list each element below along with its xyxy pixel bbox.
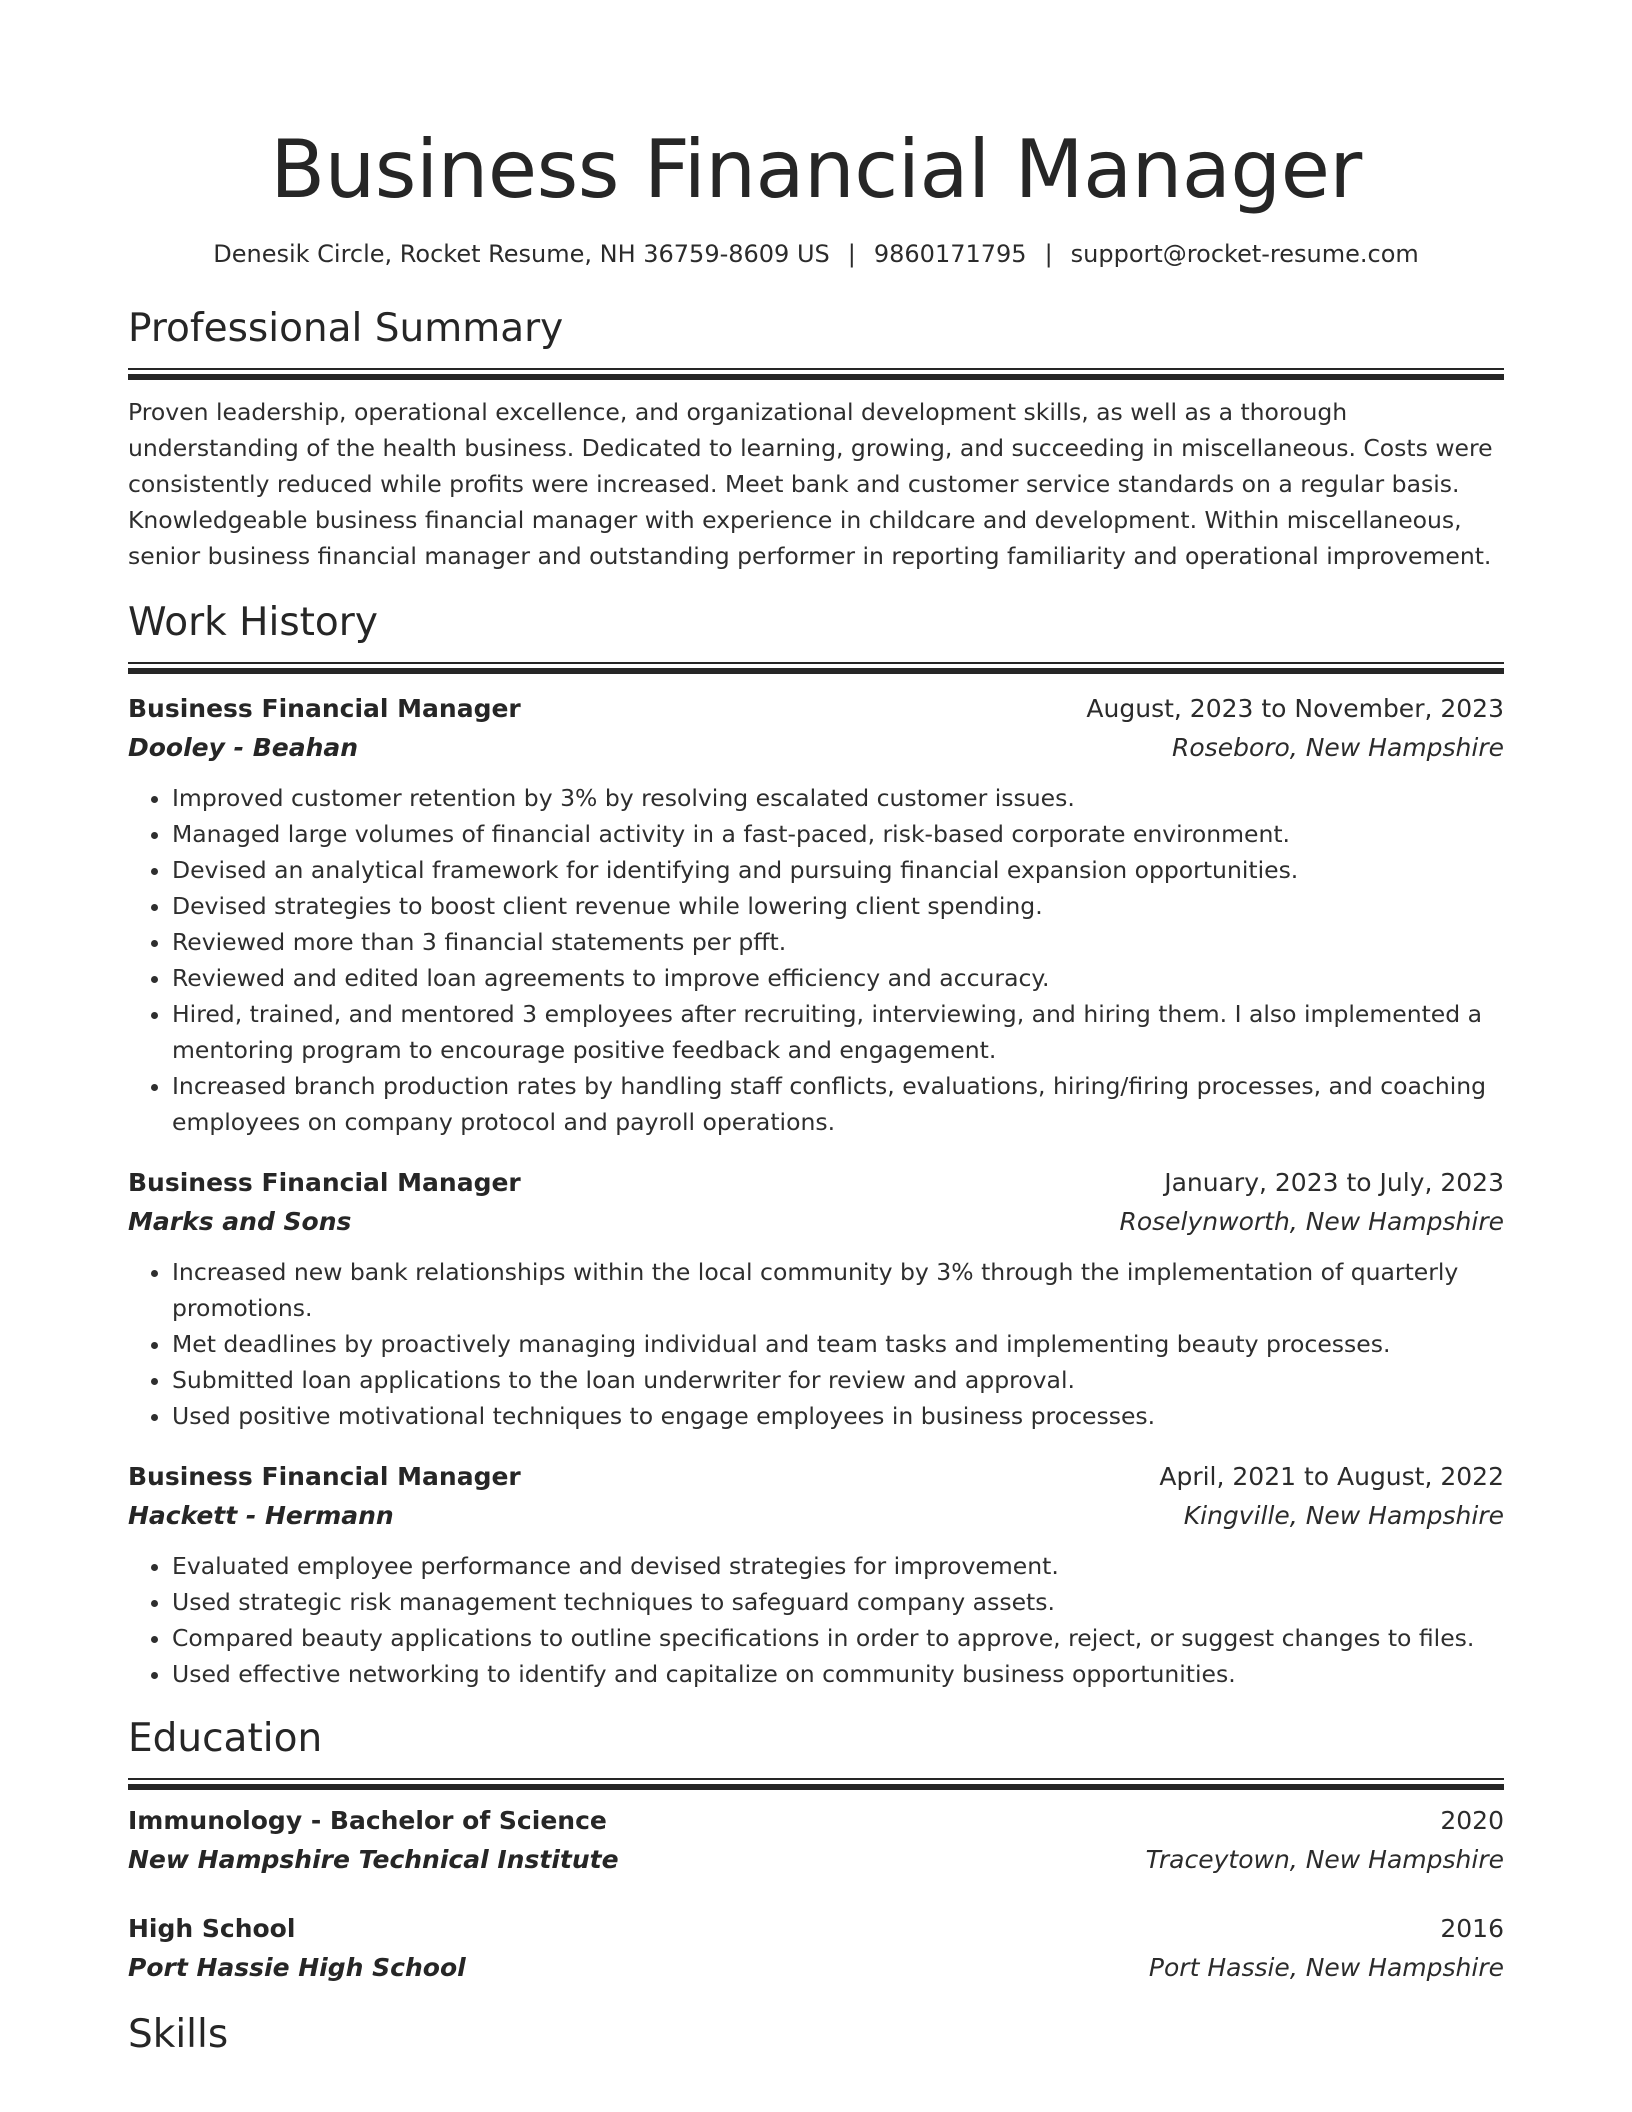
job-dates: August, 2023 to November, 2023 (1086, 694, 1504, 723)
education-degree: Immunology - Bachelor of Science (128, 1806, 607, 1835)
job-role: Business Financial Manager (128, 694, 521, 723)
job-bullet: • Evaluated employee performance and devised strategies for improvement. (172, 1548, 1504, 1584)
job-bullets (128, 780, 1504, 1140)
job-bullet: • Reviewed and edited loan agreements to improve efficiency and accuracy. (172, 960, 1504, 996)
job-bullet: • Met deadlines by proactively managing individual and team tasks and implementing beauty processes. (172, 1326, 1504, 1362)
job-location: Roselynworth, New Hampshire (1119, 1207, 1504, 1236)
contact-address: Denesik Circle, Rocket Resume, NH 36759-8609 US (213, 240, 830, 268)
job-role: Business Financial Manager (128, 1462, 521, 1491)
resume-page (128, 0, 1504, 2060)
job-bullet: • Increased branch production rates by handling staff conflicts, evaluations, hiring/firing processes, and coaching employees on company protocol and payroll operations. (172, 1068, 1504, 1140)
job-entry (128, 1164, 1504, 1434)
education-degree: High School (128, 1914, 296, 1943)
contact-line (128, 238, 1504, 270)
education-title: Education (128, 1716, 323, 1761)
job-bullets (128, 1548, 1504, 1692)
job-company: Marks and Sons (128, 1207, 352, 1236)
job-role: Business Financial Manager (128, 1168, 521, 1197)
job-company: Dooley - Beahan (128, 733, 359, 762)
education-school: New Hampshire Technical Institute (128, 1845, 619, 1874)
education-location: Port Hassie, New Hampshire (1148, 1953, 1504, 1982)
education-section (128, 1714, 1504, 1988)
summary-text: Proven leadership, operational excellence, and organizational development skills, as well as a thorough understanding of the health business. Dedicated to learning, growing, and succeeding in miscellaneous. Costs were consistently reduced while profits were increased. Meet bank and customer service standards on a regular basis. Knowledgeable business financial manager with experience in childcare and development. Within miscellaneous, senior business financial manager and outstanding performer in reporting familiarity and operational improvement. (128, 398, 1493, 570)
education-entry (128, 1910, 1504, 1988)
job-bullet: • Used positive motivational techniques to engage employees in business processes. (172, 1398, 1504, 1434)
education-school: Port Hassie High School (128, 1953, 466, 1982)
job-bullet: • Devised strategies to boost client revenue while lowering client spending. (172, 888, 1504, 924)
job-entry (128, 1458, 1504, 1692)
section-divider (128, 662, 1504, 674)
job-entry (128, 690, 1504, 1140)
work-title: Work History (128, 600, 378, 645)
job-bullet: • Used effective networking to identify and capitalize on community business opportunities. (172, 1656, 1504, 1692)
skills-title: Skills (128, 2012, 229, 2057)
job-bullet: • Devised an analytical framework for identifying and pursuing financial expansion opportunities. (172, 852, 1504, 888)
job-dates: January, 2023 to July, 2023 (1164, 1168, 1504, 1197)
job-bullet: • Submitted loan applications to the loan underwriter for review and approval. (172, 1362, 1504, 1398)
summary-section (128, 304, 1504, 574)
education-year: 2016 (1440, 1914, 1504, 1943)
job-bullet: • Used strategic risk management techniques to safeguard company assets. (172, 1584, 1504, 1620)
job-bullet: • Compared beauty applications to outline specifications in order to approve, reject, or suggest changes to files. (172, 1620, 1504, 1656)
job-location: Kingville, New Hampshire (1183, 1501, 1504, 1530)
education-year: 2020 (1440, 1806, 1504, 1835)
job-bullet: • Improved customer retention by 3% by resolving escalated customer issues. (172, 780, 1504, 816)
job-bullet: • Increased new bank relationships within the local community by 3% through the implementation of quarterly promotions. (172, 1254, 1504, 1326)
summary-title: Professional Summary (128, 306, 564, 351)
contact-separator: | (1044, 240, 1053, 268)
job-company: Hackett - Hermann (128, 1501, 394, 1530)
job-location: Roseboro, New Hampshire (1172, 733, 1504, 762)
education-location: Traceytown, New Hampshire (1145, 1845, 1504, 1874)
contact-email: support@rocket-resume.com (1070, 240, 1419, 268)
education-entry (128, 1802, 1504, 1880)
job-dates: April, 2021 to August, 2022 (1159, 1462, 1504, 1491)
section-divider (128, 368, 1504, 380)
job-bullet: • Managed large volumes of financial activity in a fast-paced, risk-based corporate environment. (172, 816, 1504, 852)
section-divider (128, 1778, 1504, 1790)
work-section (128, 598, 1504, 1692)
job-bullet: • Reviewed more than 3 financial statements per pfft. (172, 924, 1504, 960)
contact-phone: 9860171795 (873, 240, 1027, 268)
job-bullets (128, 1254, 1504, 1434)
resume-name: Business Financial Manager (270, 123, 1362, 216)
contact-separator: | (847, 240, 856, 268)
skills-section (128, 2010, 1504, 2060)
job-bullet: • Hired, trained, and mentored 3 employees after recruiting, interviewing, and hiring them. I also implemented a mentoring program to encourage positive feedback and engagement. (172, 996, 1504, 1068)
